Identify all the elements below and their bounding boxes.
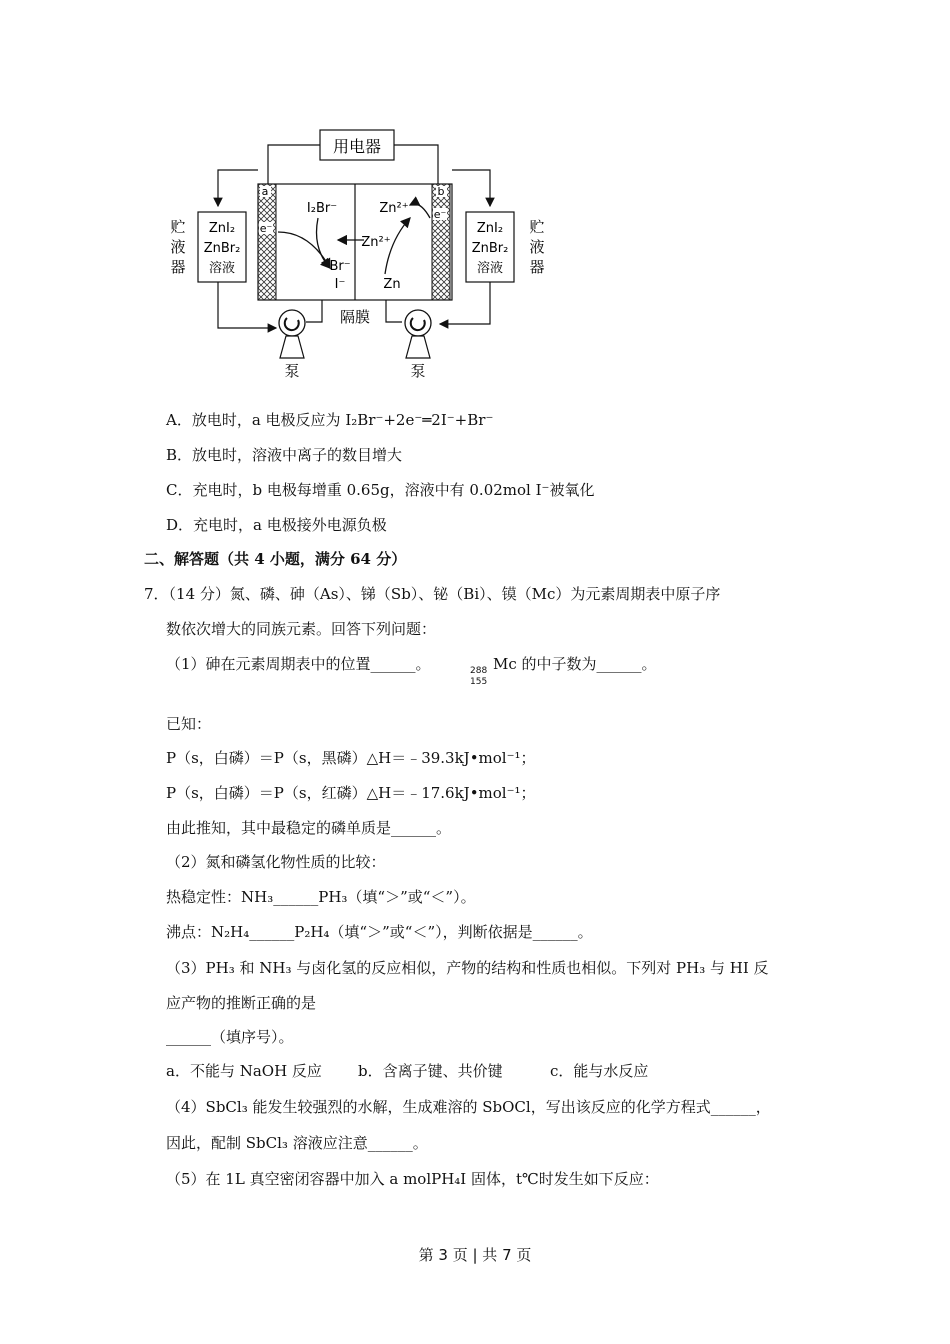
option-d: D．充电时，a 电极接外电源负极 [166, 516, 387, 534]
species-zn: Zn [383, 277, 401, 292]
isotope-number: 155 [470, 677, 488, 687]
left-tank-line-1: ZnI₂ [208, 221, 236, 236]
electrode-a [258, 184, 276, 300]
right-reservoir-3: 器 [529, 258, 545, 276]
page-footer: 第 3 页 | 共 7 页 [418, 1246, 532, 1264]
q7-part3-option-a: a．不能与 NaOH 反应 [166, 1062, 322, 1080]
species-zn2-mid: Zn²⁺ [361, 235, 391, 250]
q7-part3-a: （3）PH₃ 和 NH₃ 与卤化氢的反应相似，产物的结构和性质也相似。下列对 PH₃ 与 HI 反 [166, 959, 769, 977]
right-tank-line-1: ZnI₂ [476, 221, 504, 236]
right-reservoir-2: 液 [529, 238, 545, 256]
equation-2: P（s，白磷）＝P（s，红磷）△H＝﹣17.6kJ•mol⁻¹； [166, 784, 536, 802]
pump-left-label: 泵 [284, 362, 300, 380]
device-label: 用电器 [332, 137, 382, 156]
q7-part2-b: 沸点：N₂H₄______P₂H₄（填“＞”或“＜”），判断依据是______。 [166, 923, 593, 941]
q7-part5: （5）在 1L 真空密闭容器中加入 a molPH₄I 固体，t℃时发生如下反应： [166, 1170, 659, 1188]
q7-part1-b: Mc 的中子数为______。 [493, 655, 657, 673]
q7-line-1: 7．（14 分）氮、磷、砷（As）、锑（Sb）、铋（Bi）、镆（Mc）为元素周期表中原子序 [144, 585, 721, 603]
q7-part1-a: （1）砷在元素周期表中的位置______。 [166, 655, 431, 673]
right-reservoir-1: 贮 [529, 218, 545, 236]
q7-part4-b: 因此，配制 SbCl₃ 溶液应注意______。 [166, 1134, 428, 1152]
equation-1: P（s，白磷）＝P（s，黑磷）△H＝﹣39.3kJ•mol⁻¹； [166, 749, 536, 767]
left-reservoir-3: 器 [170, 258, 186, 276]
q7-part2: （2）氮和磷氢化物性质的比较： [166, 853, 386, 871]
left-reservoir-1: 贮 [170, 218, 186, 236]
species-i2br: I₂Br⁻ [306, 201, 338, 216]
left-tank-line-2: ZnBr₂ [203, 241, 241, 256]
species-zn2-top: Zn²⁺ [379, 201, 409, 216]
left-pump [279, 310, 305, 358]
q7-line-2: 数依次增大的同族元素。回答下列问题： [166, 620, 437, 638]
q7-part3-c: ______（填序号）。 [166, 1028, 294, 1046]
q7-part3-b: 应产物的推断正确的是 [166, 994, 317, 1012]
right-pump [405, 310, 431, 358]
left-tank-line-3: 溶液 [208, 261, 236, 276]
inference: 由此推知，其中最稳定的磷单质是______。 [166, 819, 452, 837]
q7-part2-a: 热稳定性：NH₃______PH₃（填“＞”或“＜”）。 [166, 888, 476, 906]
option-b: B．放电时，溶液中离子的数目增大 [166, 446, 403, 464]
right-tank-line-2: ZnBr₂ [471, 241, 509, 256]
electron-right-label: e⁻ [433, 208, 447, 221]
q7-part4-a: （4）SbCl₃ 能发生较强烈的水解，生成难溶的 SbOCl，写出该反应的化学方程式______， [166, 1098, 771, 1116]
q7-part3-option-b: b．含离子键、共价键 [358, 1062, 503, 1080]
species-br: Br⁻ [329, 259, 351, 274]
known-label: 已知： [166, 715, 212, 733]
cell-diagram [0, 0, 950, 400]
section-heading: 二、解答题（共 4 小题，满分 64 分） [144, 550, 407, 568]
left-reservoir-2: 液 [170, 238, 186, 256]
electrode-b [432, 184, 450, 300]
isotope-mass: 288 [470, 666, 488, 676]
option-a: A．放电时，a 电极反应为 I₂Br⁻+2e⁻═2I⁻+Br⁻ [166, 411, 494, 429]
q7-part3-option-c: c．能与水反应 [550, 1062, 649, 1080]
electron-left-label: e⁻ [259, 222, 273, 235]
device-box [320, 130, 394, 160]
pump-right-label: 泵 [410, 362, 426, 380]
membrane-label: 隔膜 [339, 308, 371, 326]
electrode-a-label: a [261, 185, 269, 198]
option-c: C．充电时，b 电极每增重 0.65g，溶液中有 0.02mol I⁻被氧化 [166, 481, 595, 499]
right-tank-line-3: 溶液 [476, 261, 504, 276]
electrode-b-label: b [437, 185, 445, 198]
species-i: I⁻ [334, 277, 346, 292]
